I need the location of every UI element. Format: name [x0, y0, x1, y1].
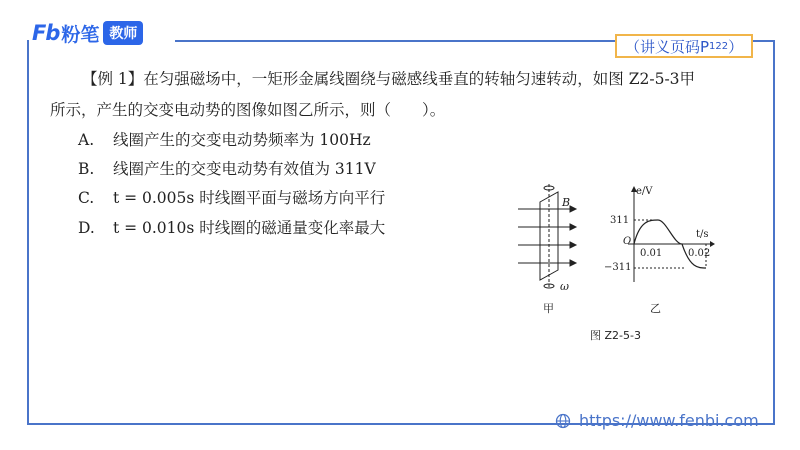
figure-caption: 图 Z2-5-3	[590, 329, 641, 342]
option-a	[78, 128, 371, 150]
question-line-2: 所示，产生的交变电动势的图像如图乙所示，则（ ）。	[50, 101, 446, 119]
option-d	[78, 216, 385, 238]
field-arrow	[570, 206, 576, 212]
label-omega: ω	[560, 280, 569, 293]
option-c	[78, 186, 385, 208]
question-stem	[50, 64, 760, 126]
globe-icon	[555, 413, 571, 429]
logo-name: 粉笔	[61, 23, 100, 46]
option-text: 线圈产生的交变电动势有效值为 311V	[112, 160, 376, 178]
page-ref-prefix: （讲义页码P	[625, 37, 710, 56]
option-text: 线圈产生的交变电动势频率为 100Hz	[112, 131, 371, 149]
option-letter: C.	[78, 189, 95, 207]
label-b: B	[562, 196, 571, 209]
option-letter: D.	[78, 219, 95, 237]
tick-neg311: −311	[604, 262, 632, 273]
option-text: t = 0.005s 时线圈平面与磁场方向平行	[112, 189, 386, 207]
field-arrow	[570, 242, 576, 248]
tick-311: 311	[610, 215, 630, 226]
subfigure-b-label: 乙	[650, 302, 661, 315]
logo-mark: Fb	[32, 21, 60, 45]
fenbi-logo	[32, 18, 143, 48]
field-arrow	[570, 260, 576, 266]
subfigure-a-label: 甲	[543, 302, 554, 315]
field-arrow	[570, 224, 576, 230]
tick-0-01: 0.01	[640, 248, 663, 259]
figure-z2-5-3	[510, 182, 720, 322]
page-ref-suffix: ）	[728, 37, 744, 56]
y-axis-label: e/V	[636, 186, 653, 197]
logo-badge: 教师	[103, 21, 143, 45]
option-text: t = 0.010s 时线圈的磁通量变化率最大	[112, 219, 386, 237]
footer-link[interactable]	[555, 411, 759, 430]
t-axis-arrow	[710, 241, 715, 247]
question-line-1: 【例 1】在匀强磁场中，一矩形金属线圈绕与磁感线垂直的转轴匀速转动，如图 Z2-5-3甲	[82, 70, 696, 88]
x-axis-label: t/s	[696, 229, 709, 240]
page-ref-number: 122	[709, 40, 729, 52]
origin-label: O	[623, 236, 632, 247]
handout-page-reference	[615, 34, 753, 58]
option-letter: A.	[78, 131, 95, 149]
footer-url[interactable]: https://www.fenbi.com	[579, 411, 759, 430]
option-b	[78, 157, 376, 179]
tick-0-02: 0.02	[688, 248, 711, 259]
option-letter: B.	[78, 160, 95, 178]
